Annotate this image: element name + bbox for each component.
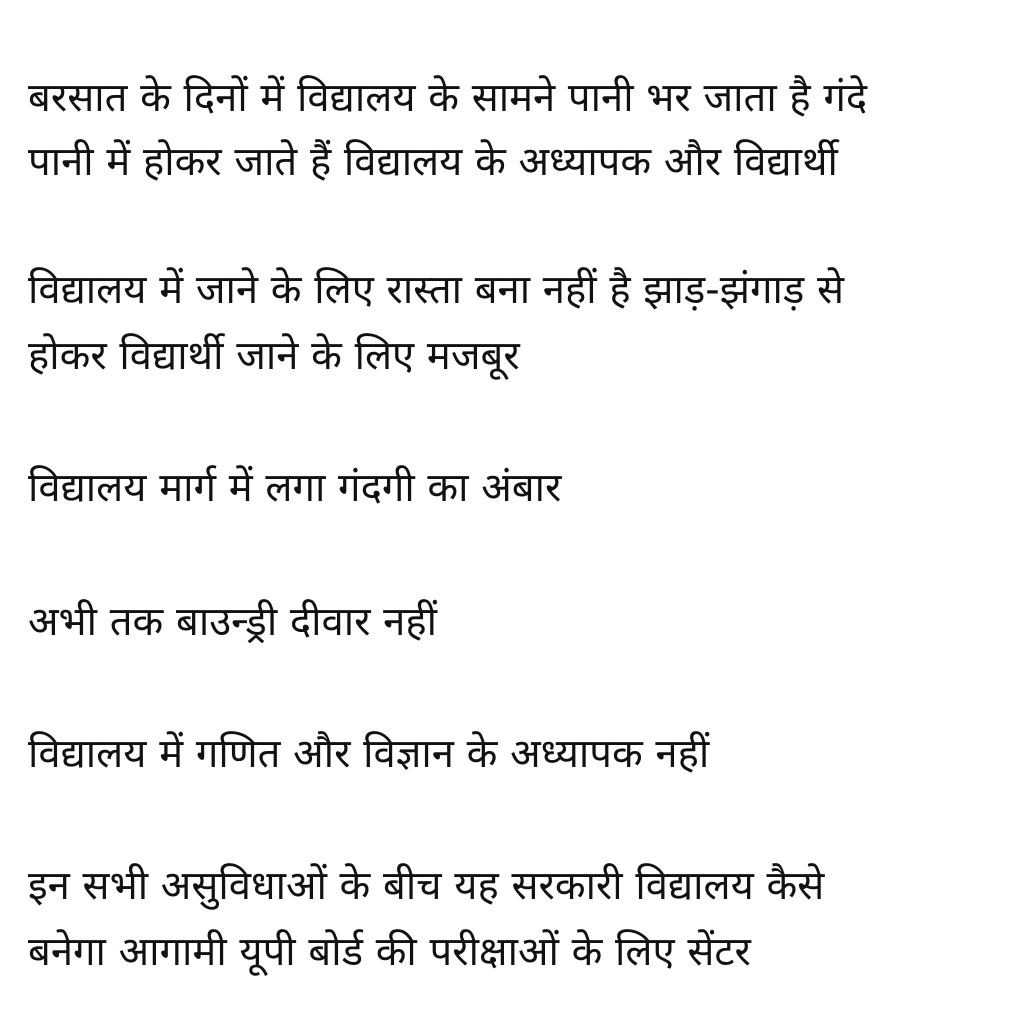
paragraph-6-line-2: बनेगा आगामी यूपी बोर्ड की परीक्षाओं के लिए सेंटर [28,929,751,975]
paragraph-2-line-2: होकर विद्यार्थी जाने के लिए मजबूर [28,333,520,379]
paragraph-4-line-1: अभी तक बाउन्ड्री दीवार नहीं [28,599,437,645]
paragraph-6-line-1: इन सभी असुविधाओं के बीच यह सरकारी विद्यालय कैसे [28,863,825,909]
paragraph-1-line-2: पानी में होकर जाते हैं विद्यालय के अध्यापक और विद्यार्थी [28,139,838,185]
paragraph-5-line-1: विद्यालय में गणित और विज्ञान के अध्यापक नहीं [28,731,710,777]
paragraph-3-line-1: विद्यालय मार्ग में लगा गंदगी का अंबार [28,465,562,511]
paragraph-2-line-1: विद्यालय में जाने के लिए रास्ता बना नहीं है झाड़-झंगाड़ से [28,267,844,313]
paragraph-1-line-1: बरसात के दिनों में विद्यालय के सामने पानी भर जाता है गंदे [28,75,868,121]
